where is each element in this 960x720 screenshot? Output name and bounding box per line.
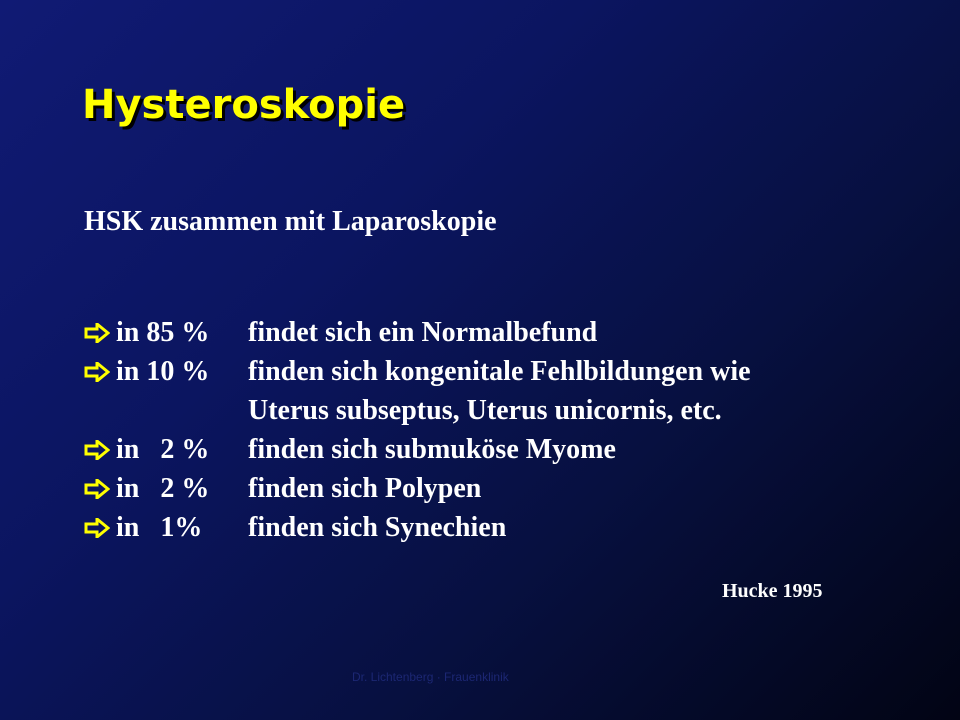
finding-item: [84, 430, 751, 469]
finding-item: [84, 508, 751, 547]
finding-percent: in 1%: [116, 512, 203, 543]
finding-percent: in 85 %: [116, 317, 210, 348]
slide-subtitle: HSK zusammen mit Laparoskopie: [84, 206, 497, 237]
arrow-right-icon: [84, 508, 116, 547]
finding-percent: in 10 %: [116, 356, 210, 387]
finding-percent: in 2 %: [116, 434, 210, 465]
finding-text-continuation: Uterus subseptus, Uterus unicornis, etc.: [248, 395, 722, 426]
arrow-right-icon: [84, 469, 116, 508]
finding-item: [84, 469, 751, 508]
slide-title: Hysteroskopie: [82, 82, 406, 128]
arrow-right-icon: [84, 352, 116, 391]
arrow-right-icon: [84, 430, 116, 469]
source-citation: Hucke 1995: [722, 580, 823, 602]
findings-list: [84, 313, 751, 547]
finding-percent: in 2 %: [116, 473, 210, 504]
finding-text: finden sich Synechien: [248, 512, 507, 543]
finding-text: finden sich submuköse Myome: [248, 434, 616, 465]
finding-text: finden sich Polypen: [248, 473, 482, 504]
finding-text: finden sich kongenitale Fehlbildungen wie: [248, 356, 751, 387]
slide-footer: Dr. Lichtenberg · Frauenklinik: [352, 670, 509, 684]
finding-item: [84, 352, 751, 430]
finding-text: findet sich ein Normalbefund: [248, 317, 598, 348]
finding-item: [84, 313, 751, 352]
arrow-right-icon: [84, 313, 116, 352]
